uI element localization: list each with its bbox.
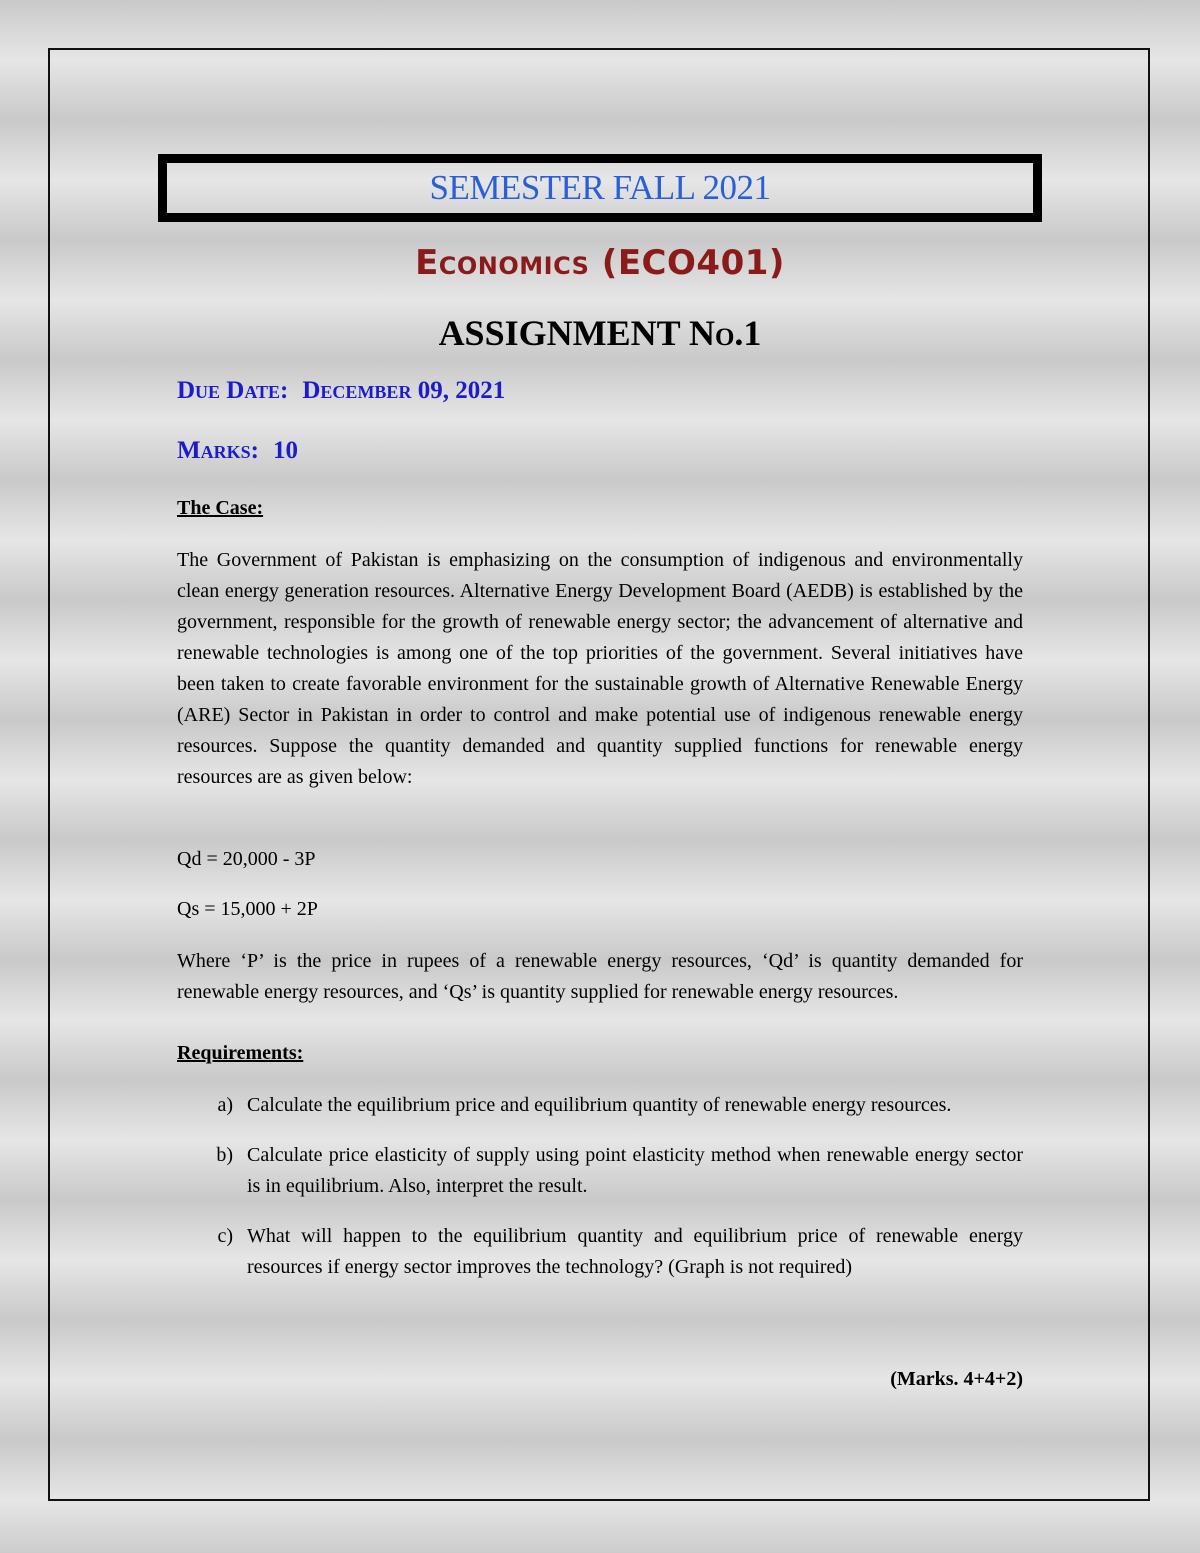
semester-banner xyxy=(158,154,1042,222)
due-date-label: Due Date: xyxy=(177,377,289,404)
demand-equation: Qd = 20,000 - 3P xyxy=(177,848,316,870)
requirement-text: What will happen to the equilibrium quantity and equilibrium price of renewable energy resources if energy sector improves the technology? (Graph is not required) xyxy=(247,1225,1023,1278)
list-item xyxy=(177,1140,1023,1202)
marks xyxy=(177,437,298,465)
marks-label: Marks: xyxy=(177,437,259,464)
due-date-value: December 09, 2021 xyxy=(302,377,506,404)
list-item xyxy=(177,1090,1023,1121)
course-title: Economics (ECO401) xyxy=(415,243,785,283)
case-paragraph: The Government of Pakistan is emphasizing on the consumption of indigenous and environmentally clean energy generation resources. Alternative Energy Development Board (AEDB) is established by the government, responsible for the growth of renewable energy sector; the advancement of alternative and renewable technologies is among one of the top priorities of the government. Several initiatives have been taken to create favorable environment for the sustainable growth of Alternative Renewable Energy (ARE) Sector in Pakistan in order to control and make potential use of indigenous renewable energy resources. Suppose the quantity demanded and quantity supplied functions for renewable energy resources are as given below: xyxy=(177,549,1023,788)
where-paragraph: Where ‘P’ is the price in rupees of a renewable energy resources, ‘Qd’ is quantity demanded for renewable energy resources, and ‘Qs’ is quantity supplied for renewable energy resources. xyxy=(177,950,1023,1003)
case-heading: The Case: xyxy=(177,497,264,519)
list-item xyxy=(177,1221,1023,1283)
due-date xyxy=(177,377,505,405)
list-marker: b) xyxy=(216,1144,233,1166)
marks-value: 10 xyxy=(272,437,298,464)
semester-title: SEMESTER FALL 2021 xyxy=(429,168,771,207)
requirements-heading: Requirements: xyxy=(177,1042,304,1064)
list-marker: a) xyxy=(217,1094,233,1116)
requirements-list xyxy=(177,1090,1023,1302)
total-marks: (Marks. 4+4+2) xyxy=(890,1368,1023,1390)
supply-equation: Qs = 15,000 + 2P xyxy=(177,898,318,920)
list-marker: c) xyxy=(217,1225,233,1247)
assignment-title: ASSIGNMENT No.1 xyxy=(438,313,762,353)
requirement-text: Calculate price elasticity of supply using point elasticity method when renewable energy sector is in equilibrium. Also, interpret the result. xyxy=(247,1144,1023,1197)
requirement-text: Calculate the equilibrium price and equilibrium quantity of renewable energy resources. xyxy=(247,1094,952,1116)
